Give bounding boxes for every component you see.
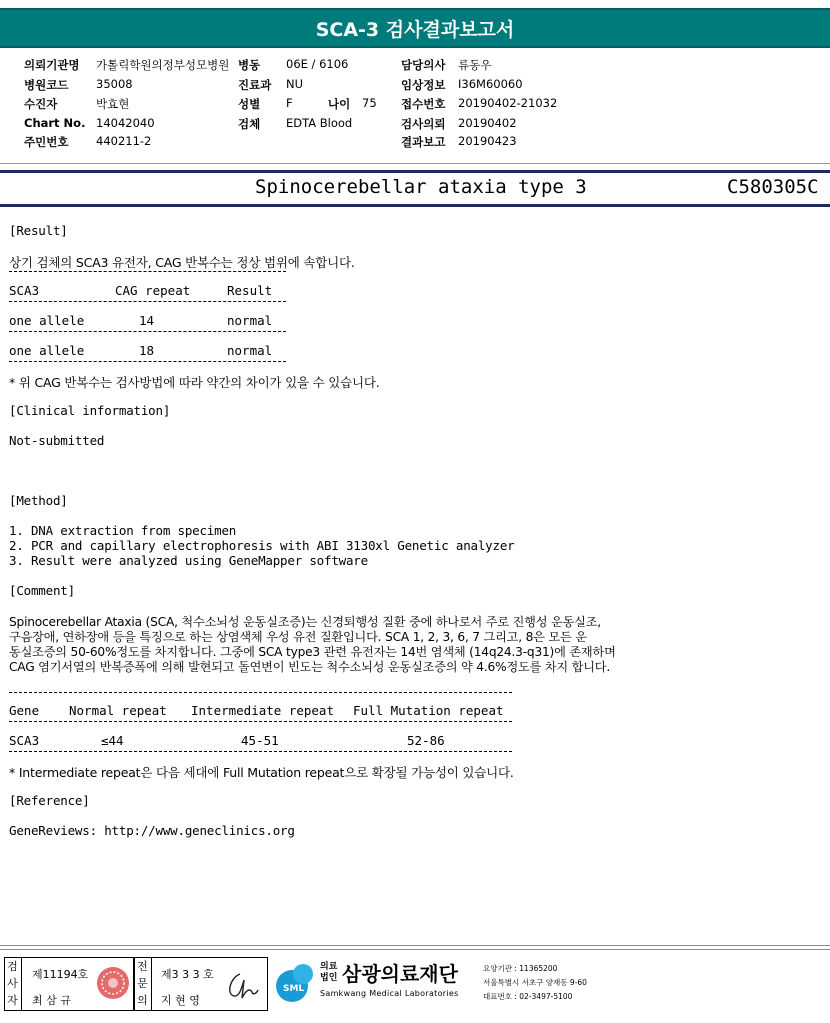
result-table-divider bbox=[9, 331, 286, 332]
examiner-name: 최 삼 규 bbox=[32, 994, 71, 1007]
report-label: 결과보고 bbox=[401, 135, 446, 149]
result-table-divider bbox=[9, 271, 286, 272]
ref-table-divider bbox=[9, 751, 512, 752]
clinical-value: Not-submitted bbox=[9, 433, 105, 448]
result-row-repeat: 18 bbox=[139, 343, 155, 358]
result-table-divider bbox=[9, 301, 286, 302]
institution-value: 가톨릭학원의정부성모병원 bbox=[96, 58, 230, 72]
institution-label: 의뢰기관명 bbox=[24, 58, 80, 72]
ref-row-normal: ≤44 bbox=[101, 733, 124, 748]
sex-label: 성별 bbox=[238, 97, 261, 111]
comment-line: CAG 염기서열의 반복증폭에 의해 발현되고 돌연변이 빈도는 척수소뇌성 운동실조증의 약 4.6%정도를 차지 합니다. bbox=[9, 660, 611, 674]
specialist-license: 제3 3 3 호 bbox=[161, 968, 214, 981]
dept-label: 진료과 bbox=[238, 78, 272, 92]
ref-col-normal: Normal repeat bbox=[69, 703, 167, 718]
comment-line: 구음장애, 연하장애 등을 특징으로 하는 상염색체 우성 유전 질환입니다. SCA 1, 2, 3, 6, 7 그리고, 8은 모든 운 bbox=[9, 630, 587, 644]
dept-value: NU bbox=[286, 77, 304, 91]
report-value: 20190423 bbox=[458, 134, 517, 148]
doctor-value: 류동우 bbox=[458, 58, 492, 72]
org-name: 삼광의료재단 bbox=[342, 962, 458, 986]
reference-heading: [Reference] bbox=[9, 793, 90, 808]
chart-value: 14042040 bbox=[96, 116, 155, 130]
examiner-seal-icon bbox=[93, 963, 133, 1003]
clinical-value: I36M60060 bbox=[458, 77, 523, 91]
clinical-heading: [Clinical information] bbox=[9, 403, 171, 418]
result-col-repeat: CAG repeat bbox=[115, 283, 191, 298]
test-code: C580305C bbox=[727, 176, 819, 198]
clinical-label: 임상정보 bbox=[401, 78, 446, 92]
specialist-label: 전 문 의 bbox=[134, 957, 152, 1011]
comment-line: 동실조증의 50-60%정도를 차지합니다. 그중에 SCA type3 관련 유전자는 14번 염색체 (14q24.3-q31)에 존재하며 bbox=[9, 645, 616, 659]
result-table-divider bbox=[9, 361, 286, 362]
receipt-label: 접수번호 bbox=[401, 97, 446, 111]
result-row-result: normal bbox=[227, 313, 273, 328]
footer-divider bbox=[0, 945, 830, 946]
org-address: 서울특별시 서초구 양재동 9-60 bbox=[483, 978, 587, 987]
examiner-license: 제11194호 bbox=[32, 968, 89, 981]
specimen-label: 검체 bbox=[238, 117, 261, 131]
reference-value: GeneReviews: http://www.geneclinics.org bbox=[9, 823, 295, 838]
ref-table-divider bbox=[9, 692, 512, 693]
footer-divider bbox=[0, 949, 830, 950]
ref-row-intermediate: 45-51 bbox=[241, 733, 279, 748]
test-name: Spinocerebellar ataxia type 3 bbox=[255, 176, 587, 198]
age-label: 나이 bbox=[328, 97, 351, 111]
ward-label: 병동 bbox=[238, 58, 261, 72]
sml-logo-icon bbox=[272, 960, 318, 1004]
specialist-name: 지 현 영 bbox=[161, 994, 200, 1007]
ref-col-gene: Gene bbox=[9, 703, 40, 718]
org-code: 요양기관 : 11365200 bbox=[483, 964, 558, 973]
id-value: 440211-2 bbox=[96, 134, 152, 148]
ward-value: 06E / 6106 bbox=[286, 57, 349, 71]
comment-heading: [Comment] bbox=[9, 583, 75, 598]
method-item: 2. PCR and capillary electrophoresis with ABI 3130xl Genetic analyzer bbox=[9, 538, 515, 553]
ref-row-full: 52-86 bbox=[407, 733, 445, 748]
result-row-result: normal bbox=[227, 343, 273, 358]
ref-table-divider bbox=[9, 721, 512, 722]
org-phone: 대표번호 : 02-3497-5100 bbox=[483, 992, 573, 1001]
method-item: 3. Result were analyzed using GeneMapper software bbox=[9, 553, 368, 568]
hospital-code-value: 35008 bbox=[96, 77, 133, 91]
result-heading: [Result] bbox=[9, 223, 68, 238]
result-row-allele: one allele bbox=[9, 343, 85, 358]
method-heading: [Method] bbox=[9, 493, 68, 508]
recipient-label: 수진자 bbox=[24, 97, 58, 111]
org-english-name: Samkwang Medical Laboratories bbox=[320, 989, 459, 998]
svg-text:SML: SML bbox=[283, 984, 305, 994]
specialist-signature-icon bbox=[222, 966, 262, 1004]
section-divider-top bbox=[0, 170, 830, 173]
ref-row-gene: SCA3 bbox=[9, 733, 40, 748]
receipt-value: 20190402-21032 bbox=[458, 96, 558, 110]
result-col-result: Result bbox=[227, 283, 273, 298]
method-item: 1. DNA extraction from specimen bbox=[9, 523, 237, 538]
org-type: 의료 법인 bbox=[320, 962, 338, 983]
result-row-allele: one allele bbox=[9, 313, 85, 328]
header-divider bbox=[0, 163, 830, 164]
hospital-code-label: 병원코드 bbox=[24, 78, 69, 92]
report-title: SCA-3 검사결과보고서 bbox=[0, 8, 830, 48]
sex-value: F bbox=[286, 96, 293, 110]
ref-col-full: Full Mutation repeat bbox=[353, 703, 504, 718]
request-label: 검사의뢰 bbox=[401, 117, 446, 131]
request-value: 20190402 bbox=[458, 116, 517, 130]
doctor-label: 담당의사 bbox=[401, 58, 446, 72]
age-value: 75 bbox=[362, 96, 377, 110]
result-col-gene: SCA3 bbox=[9, 283, 40, 298]
ref-col-intermediate: Intermediate repeat bbox=[191, 703, 334, 718]
comment-note: * Intermediate repeat은 다음 세대에 Full Mutation repeat으로 확장될 가능성이 있습니다. bbox=[9, 765, 514, 780]
result-note: * 위 CAG 반복수는 검사방법에 따라 약간의 차이가 있을 수 있습니다. bbox=[9, 375, 380, 390]
specimen-value: EDTA Blood bbox=[286, 116, 353, 130]
result-row-repeat: 14 bbox=[139, 313, 155, 328]
chart-label: Chart No. bbox=[24, 116, 86, 130]
comment-line: Spinocerebellar Ataxia (SCA, 척수소뇌성 운동실조증)는 신경퇴행성 질환 중에 하나로서 주로 진행성 운동실조, bbox=[9, 615, 601, 629]
id-label: 주민번호 bbox=[24, 135, 69, 149]
recipient-value: 박효현 bbox=[96, 97, 130, 111]
section-divider-bottom bbox=[0, 204, 830, 207]
result-summary: 상기 검체의 SCA3 유전자, CAG 반복수는 정상 범위에 속합니다. bbox=[9, 255, 355, 270]
examiner-label: 검 사 자 bbox=[4, 957, 22, 1011]
